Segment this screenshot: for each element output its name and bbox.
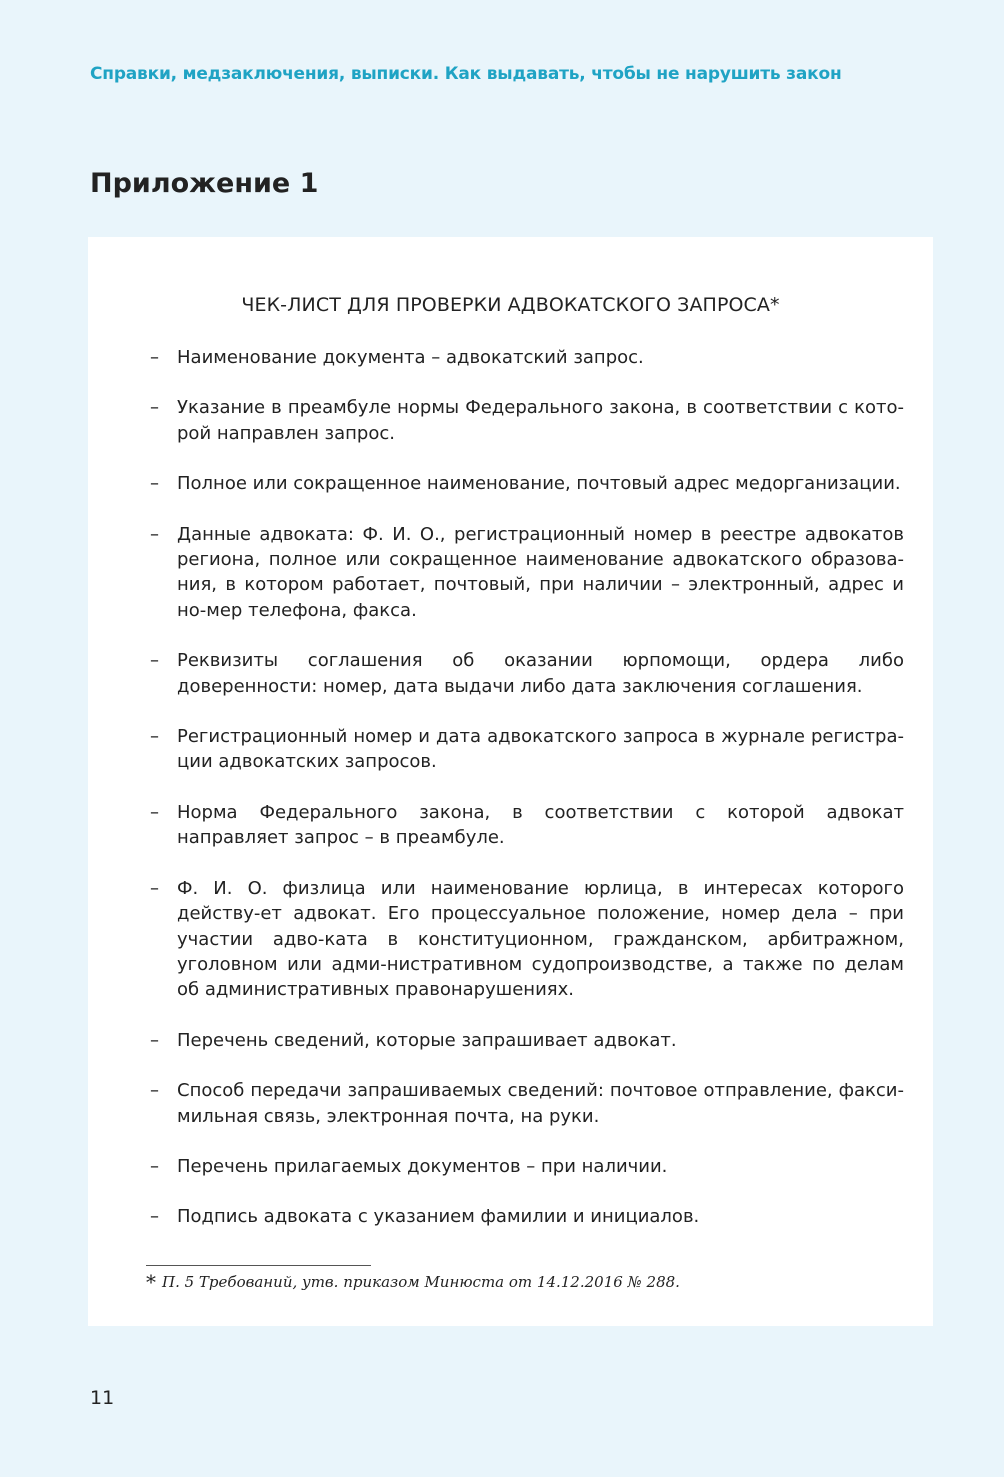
list-item-text: Указание в преамбуле нормы Федерального закона, в соответствии с кото-рой направлен запрос.	[177, 397, 904, 444]
list-item	[150, 1154, 904, 1179]
list-item-text: Ф. И. О. физлица или наименование юрлица, в интересах которого действу-ет адвокат. Его процессуальное положение, номер дела – при участии адво-ката в конституционном, гражданском, арбитражном, уголовном или адми-нистративном судопроизводстве, а также по делам об административных правонарушениях.	[177, 877, 904, 1001]
dash-bullet: –	[150, 397, 159, 419]
dash-bullet: –	[150, 1206, 159, 1228]
list-item	[150, 648, 904, 699]
running-header: Справки, медзаключения, выписки. Как выдавать, чтобы не нарушить закон	[90, 64, 842, 84]
list-item-text: Полное или сокращенное наименование, почтовый адрес медорганизации.	[177, 473, 901, 495]
dash-bullet: –	[150, 523, 159, 545]
dash-bullet: –	[150, 473, 159, 495]
checklist	[150, 345, 904, 1255]
list-item	[150, 724, 904, 775]
dash-bullet: –	[150, 347, 159, 368]
dash-bullet: –	[150, 801, 159, 823]
appendix-title: Приложение 1	[90, 168, 319, 199]
list-item-text: Наименование документа – адвокатский запрос.	[177, 347, 644, 368]
list-item	[150, 876, 904, 1003]
footnote-marker: *	[146, 1270, 156, 1294]
list-item	[150, 800, 904, 851]
list-item	[150, 345, 904, 370]
list-item	[150, 471, 904, 496]
list-item-text: Подпись адвоката с указанием фамилии и инициалов.	[177, 1206, 700, 1228]
dash-bullet: –	[150, 1029, 159, 1051]
footnote-divider	[146, 1265, 371, 1266]
dash-bullet: –	[150, 726, 159, 748]
list-item-text: Реквизиты соглашения об оказании юрпомощи, ордера либо доверенности: номер, дата выдачи либо дата заключения соглашения.	[177, 650, 904, 697]
list-item-text: Норма Федерального закона, в соответствии с которой адвокат направляет запрос – в преамбуле.	[177, 801, 904, 849]
checklist-title: ЧЕК-ЛИСТ ДЛЯ ПРОВЕРКИ АДВОКАТСКОГО ЗАПРОСА*	[241, 294, 780, 316]
dash-bullet: –	[150, 1080, 159, 1102]
list-item	[150, 1028, 904, 1053]
list-item-text: Способ передачи запрашиваемых сведений: почтовое отправление, факси-мильная связь, электронная почта, на руки.	[177, 1080, 904, 1127]
dash-bullet: –	[150, 650, 159, 672]
list-item-text: Данные адвоката: Ф. И. О., регистрационный номер в реестре адвокатов региона, полное или сокращенное наименование адвокатского образова-ния, в котором работает, почтовый, при наличии – электронный, адрес и но-мер телефона, факса.	[177, 523, 904, 621]
list-item	[150, 522, 904, 624]
footnote	[146, 1270, 680, 1294]
list-item	[150, 1078, 904, 1129]
list-item	[150, 395, 904, 446]
dash-bullet: –	[150, 877, 159, 899]
list-item	[150, 1204, 904, 1229]
dash-bullet: –	[150, 1155, 159, 1177]
footnote-text: П. 5 Требований, утв. приказом Минюста от 14.12.2016 № 288.	[162, 1273, 680, 1291]
page-number: 11	[90, 1387, 115, 1409]
list-item-text: Регистрационный номер и дата адвокатского запроса в журнале регистра-ции адвокатских запросов.	[177, 726, 904, 773]
checklist-card	[88, 237, 933, 1326]
list-item-text: Перечень прилагаемых документов – при наличии.	[177, 1155, 668, 1177]
list-item-text: Перечень сведений, которые запрашивает адвокат.	[177, 1029, 677, 1051]
